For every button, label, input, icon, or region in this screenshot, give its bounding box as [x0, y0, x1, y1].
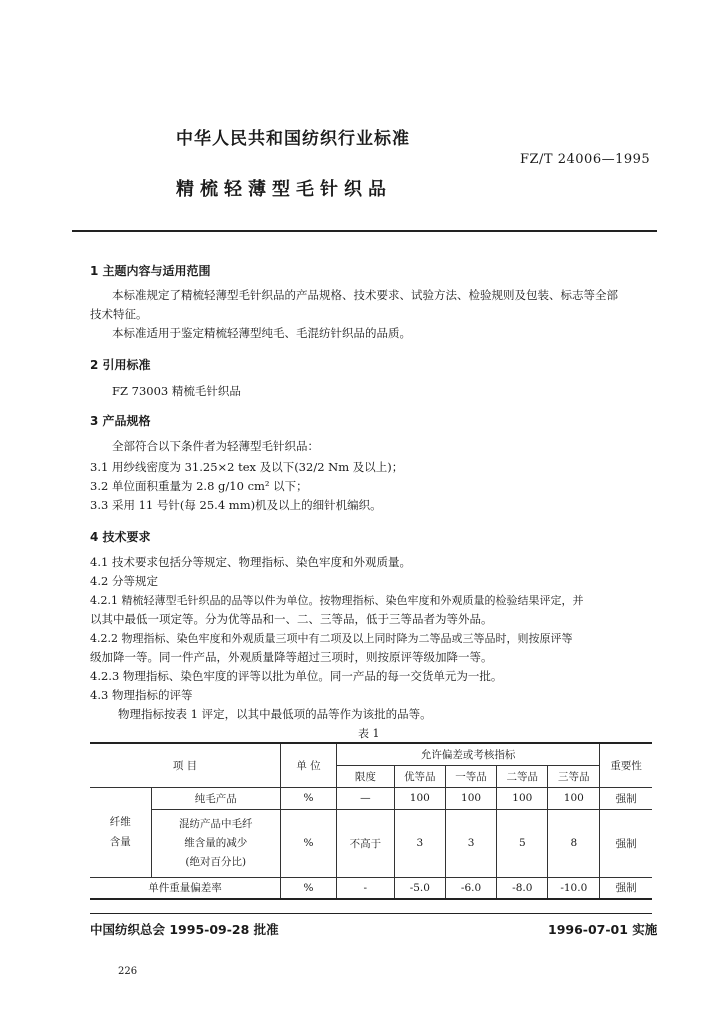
clause-4-3-paragraph: 物理指标按表 1 评定，以其中最低项的品等作为该批的品等。 — [118, 707, 432, 721]
clause-4-2-2: 4.2.2 物理指标、染色牢度和外观质量三项中有二项及以上同时降为二等品或三等品时，则按原评等 — [90, 632, 573, 645]
row-value-third: 8 — [548, 809, 600, 877]
group-fiber-content-label: 纤维含量 — [109, 816, 131, 848]
header-limit: 限度 — [336, 765, 394, 787]
row-value-second: 100 — [497, 787, 548, 809]
header-allowance-group: 允许偏差或考核指标 — [336, 743, 599, 765]
header-grade-second: 二等品 — [497, 765, 548, 787]
row-limit: — — [336, 787, 394, 809]
header-grade-third: 三等品 — [548, 765, 600, 787]
table-row — [90, 877, 652, 899]
header-importance: 重要性 — [600, 743, 652, 787]
row-value-second: -8.0 — [497, 877, 548, 899]
section-1-paragraph-2: 本标准适用于鉴定精梳轻薄型纯毛、毛混纺针织品的品质。 — [112, 326, 411, 340]
row-value-first: 100 — [445, 787, 496, 809]
header-unit: 单 位 — [281, 743, 337, 787]
table-caption: 表 1 — [358, 727, 380, 740]
section-2-reference: FZ 73003 精梳毛针织品 — [112, 384, 241, 398]
row-value-third: 100 — [548, 787, 600, 809]
row-value-superior: 100 — [394, 787, 445, 809]
row-value-superior: -5.0 — [394, 877, 445, 899]
row-value-superior: 3 — [394, 809, 445, 877]
org-title: 中华人民共和国纺织行业标准 — [176, 129, 410, 149]
row-value-second: 5 — [497, 809, 548, 877]
row-item — [151, 809, 281, 877]
section-1-paragraph-1: 本标准规定了精梳轻薄型毛针织品的产品规格、技术要求、试验方法、检验规则及包装、标志等全部 — [112, 288, 618, 302]
row-value-first: 3 — [445, 809, 496, 877]
section-1-heading: 1 主题内容与适用范围 — [90, 264, 211, 278]
row-item: 单件重量偏差率 — [90, 877, 281, 899]
group-fiber-content — [90, 787, 151, 877]
row-value-third: -10.0 — [548, 877, 600, 899]
row-item-line: 混纺产品中毛纤 — [179, 817, 253, 830]
row-limit: 不高于 — [336, 809, 394, 877]
section-3-heading: 3 产品规格 — [90, 414, 151, 428]
row-value-first: -6.0 — [445, 877, 496, 899]
section-1-paragraph-1-cont: 技术特征。 — [90, 307, 148, 321]
clause-4-1: 4.1 技术要求包括分等规定、物理指标、染色牢度和外观质量。 — [90, 555, 411, 569]
approval-line: 中国纺织总会 1995-09-28 批准 — [90, 922, 279, 937]
effective-date: 1996-07-01 实施 — [548, 922, 658, 937]
document-title: 精梳轻薄型毛针织品 — [176, 179, 392, 200]
section-2-heading: 2 引用标准 — [90, 358, 151, 372]
row-unit: % — [281, 787, 337, 809]
row-importance: 强制 — [600, 787, 652, 809]
row-limit: - — [336, 877, 394, 899]
row-item-line: (绝对百分比) — [185, 855, 247, 868]
section-4-heading: 4 技术要求 — [90, 530, 151, 544]
clause-3-3: 3.3 采用 11 号针(每 25.4 mm)机及以上的细针机编织。 — [90, 498, 382, 512]
row-item: 纯毛产品 — [151, 787, 281, 809]
clause-4-2-1-cont: 以其中最低一项定等。分为优等品和一、二、三等品，低于三等品者为等外品。 — [90, 612, 493, 626]
table-row — [90, 787, 652, 809]
row-unit: % — [281, 877, 337, 899]
row-importance: 强制 — [600, 877, 652, 899]
clause-3-2: 3.2 单位面积重量为 2.8 g/10 cm² 以下； — [90, 479, 308, 493]
header-item: 项 目 — [90, 743, 281, 787]
clause-3-1: 3.1 用纱线密度为 31.25×2 tex 及以下(32/2 Nm 及以上)； — [90, 460, 404, 474]
footer-rule — [90, 913, 652, 914]
row-unit: % — [281, 809, 337, 877]
clause-4-2-3: 4.2.3 物理指标、染色牢度的评等以批为单位。同一产品的每一交货单元为一批。 — [90, 669, 503, 683]
header-rule — [72, 230, 657, 232]
header-grade-superior: 优等品 — [394, 765, 445, 787]
row-item-line: 维含量的减少 — [184, 836, 248, 849]
clause-4-2: 4.2 分等规定 — [90, 574, 158, 588]
standard-number: FZ/T 24006—1995 — [520, 152, 651, 167]
table-1 — [90, 742, 652, 900]
row-importance: 强制 — [600, 809, 652, 877]
header-grade-first: 一等品 — [445, 765, 496, 787]
clause-4-3: 4.3 物理指标的评等 — [90, 688, 193, 702]
clause-4-2-1: 4.2.1 精梳轻薄型毛针织品的品等以件为单位。按物理指标、染色牢度和外观质量的检验结果评定，并 — [90, 594, 584, 607]
clause-4-2-2-cont: 级加降一等。同一件产品，外观质量降等超过三项时，则按原评等级加降一等。 — [90, 650, 493, 664]
table-row — [90, 809, 652, 877]
page-number: 226 — [118, 966, 138, 977]
section-3-intro: 全部符合以下条件者为轻薄型毛针织品： — [112, 439, 319, 453]
